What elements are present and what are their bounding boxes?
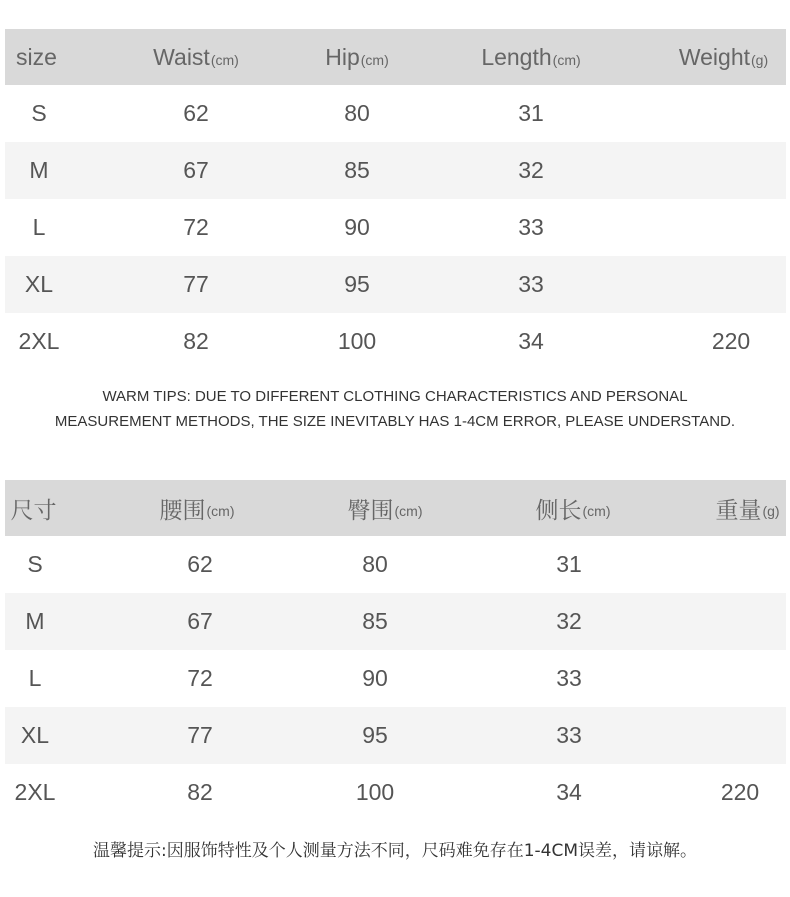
cell-waist: 77	[187, 722, 213, 748]
cell-weight	[690, 536, 790, 593]
cell-weight: 220	[720, 779, 760, 805]
header-hip: Hip (cm)	[325, 43, 389, 70]
header-weight: Weight (g)	[678, 43, 769, 70]
table-row	[5, 85, 786, 142]
cell-hip: 100	[337, 328, 377, 354]
table-row	[5, 142, 786, 199]
cell-hip: 85	[362, 608, 388, 634]
cell-hip: 80	[344, 100, 370, 126]
cell-length: 33	[518, 271, 544, 297]
cell-waist: 67	[187, 608, 213, 634]
table-header-row	[5, 29, 786, 85]
cell-waist: 72	[187, 665, 213, 691]
cell-size: S	[27, 551, 43, 577]
cell-length: 31	[518, 100, 544, 126]
cell-hip: 95	[344, 271, 370, 297]
cell-length: 33	[556, 722, 582, 748]
cell-weight	[690, 593, 790, 650]
cell-weight	[681, 199, 781, 256]
header-length: Length (cm)	[481, 43, 581, 70]
cell-hip: 90	[362, 665, 388, 691]
cell-weight	[681, 142, 781, 199]
cell-size: XL	[24, 271, 54, 297]
cell-waist: 77	[183, 271, 209, 297]
cell-size: M	[25, 608, 45, 634]
cell-size: 2XL	[14, 779, 56, 805]
table-row	[5, 536, 786, 593]
warm-tips-english	[0, 384, 790, 434]
cell-length: 34	[518, 328, 544, 354]
cell-weight: 220	[711, 328, 751, 354]
cell-waist: 62	[187, 551, 213, 577]
table-row	[5, 707, 786, 764]
cell-hip: 80	[362, 551, 388, 577]
cell-size: L	[32, 214, 46, 240]
cell-length: 32	[518, 157, 544, 183]
cell-size: S	[31, 100, 47, 126]
warm-tips-line-2: MEASUREMENT METHODS, THE SIZE INEVITABLY HAS 1-4CM ERROR, PLEASE UNDERSTAND.	[54, 413, 736, 430]
header-length: 侧长 (cm)	[535, 496, 611, 523]
cell-hip: 90	[344, 214, 370, 240]
cell-weight	[690, 707, 790, 764]
cell-waist: 72	[183, 214, 209, 240]
table-row	[5, 764, 786, 821]
size-table-english	[5, 29, 786, 370]
header-weight: 重量 (g)	[715, 496, 780, 523]
cell-hip: 95	[362, 722, 388, 748]
table-header-row	[5, 480, 786, 536]
cell-size: M	[29, 157, 49, 183]
cell-length: 31	[556, 551, 582, 577]
header-size: size	[16, 43, 57, 70]
cell-length: 33	[518, 214, 544, 240]
size-table-chinese	[5, 480, 786, 821]
cell-length: 33	[556, 665, 582, 691]
header-waist: 腰围 (cm)	[159, 496, 235, 523]
warm-tips-line-1: WARM TIPS: DUE TO DIFFERENT CLOTHING CHARACTERISTICS AND PERSONAL	[102, 388, 688, 405]
table-row	[5, 593, 786, 650]
cell-waist: 62	[183, 100, 209, 126]
cell-length: 32	[556, 608, 582, 634]
header-hip: 臀围 (cm)	[347, 496, 423, 523]
table-row	[5, 313, 786, 370]
cell-size: 2XL	[18, 328, 60, 354]
cell-waist: 67	[183, 157, 209, 183]
cell-length: 34	[556, 779, 582, 805]
header-waist: Waist (cm)	[153, 43, 239, 70]
cell-weight	[681, 256, 781, 313]
warm-tips-chinese: 温馨提示:因服饰特性及个人测量方法不同，尺码难免存在1-4CM误差，请谅解。	[92, 841, 698, 861]
cell-waist: 82	[183, 328, 209, 354]
cell-weight	[681, 85, 781, 142]
cell-waist: 82	[187, 779, 213, 805]
table-row	[5, 199, 786, 256]
cell-hip: 85	[344, 157, 370, 183]
header-size: 尺寸	[10, 496, 57, 523]
cell-size: XL	[20, 722, 50, 748]
table-row	[5, 256, 786, 313]
table-row	[5, 650, 786, 707]
cell-size: L	[28, 665, 42, 691]
cell-hip: 100	[355, 779, 395, 805]
cell-weight	[690, 650, 790, 707]
